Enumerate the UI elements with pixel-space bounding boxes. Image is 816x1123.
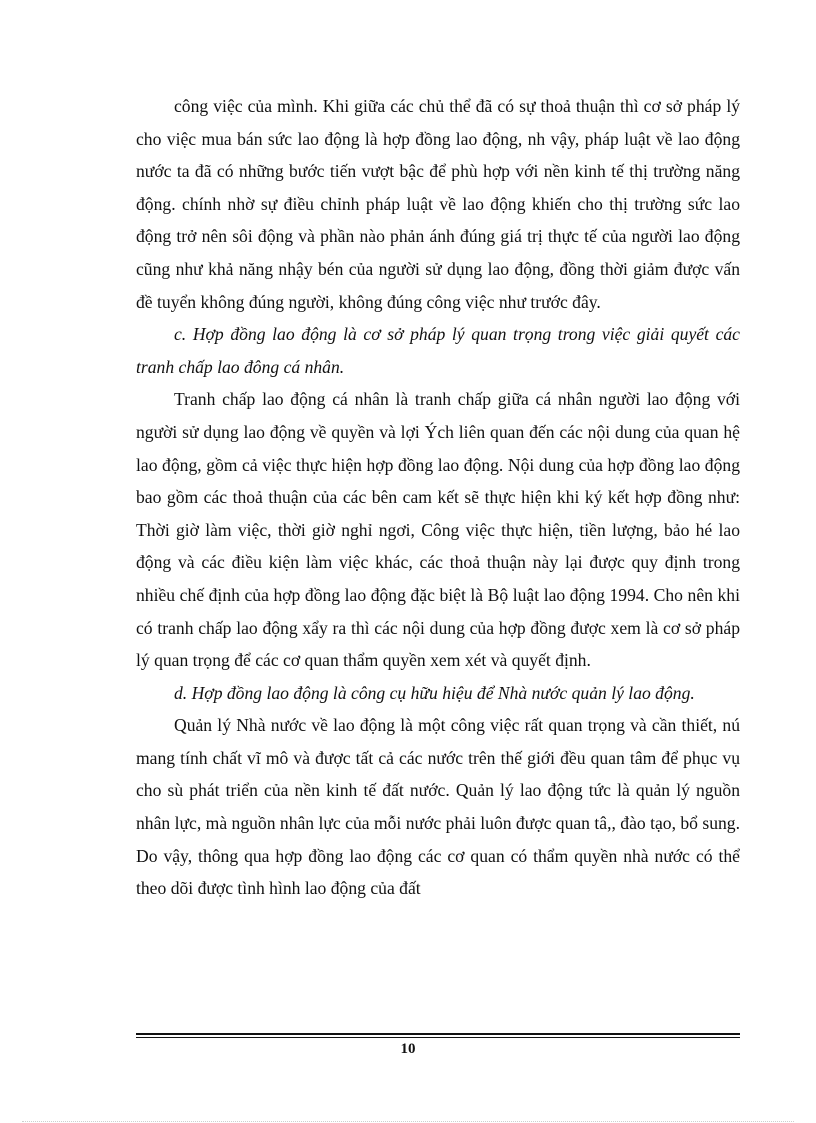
page-number: 10 [400, 1041, 416, 1057]
footer-divider-thick [136, 1033, 740, 1035]
paragraph-continuation: công việc của mình. Khi giữa các chủ thể đã có sự thoả thuận thì cơ sở pháp lý cho việc mua bán sức lao động là hợp đồng lao động, nh vậy, pháp luật về lao động nước ta đã có những bước tiến vượt bậc để phù hợp với nền kinh tế thị trường năng động. chính nhờ sự điều chỉnh pháp luật về lao động khiến cho thị trường sức lao động trở nên sôi động và phần nào phản ánh đúng giá trị thực tế của người lao động cũng như khả năng nhậy bén của người sử dụng lao động, đồng thời giảm được vấn đề tuyển không đúng người, không đúng công việc như trước đây. [136, 96, 740, 312]
paragraph-state-labor-management: Quản lý Nhà nước về lao động là một công việc rất quan trọng và cần thiết, nú mang tính chất vĩ mô và được tất cả các nước trên thế giới đều quan tâm để phục vụ cho sù phát triển của nền kinh tế đất nước. Quản lý lao động tức là quản lý nguồn nhân lực, mà nguồn nhân lực của mỗi nước phải luôn được quan tâ,, đào tạo, bổ sung. Do vậy, thông qua hợp đồng lao động các cơ quan có thẩm quyền nhà nước có thể theo dõi được tình hình lao động của đất [136, 715, 740, 899]
section-heading-d: d. Hợp đồng lao động là công cụ hữu hiệu để Nhà nước quản lý lao động. [174, 682, 695, 703]
body-text [136, 90, 740, 905]
paragraph-individual-labor-disputes: Tranh chấp lao động cá nhân là tranh chấp giữa cá nhân người lao động với người sử dụng lao động về quyền và lợi Ých liên quan đến các nội dung của quan hệ lao động, gồm cả việc thực hiện hợp đồng lao động. Nội dung của hợp đồng lao động bao gồm các thoả thuận của các bên cam kết sẽ thực hiện khi ký kết hợp đồng như: Thời giờ làm việc, thời giờ nghỉ ngơi, Công việc thực hiện, tiền lượng, bảo hé lao động và các điều kiện làm việc khác, các thoả thuận này lại được quy định trong nhiều chế định của hợp đồng lao động đặc biệt là Bộ luật lao động 1994. Cho nên khi có tranh chấp lao động xẩy ra thì các nội dung của hợp đồng được xem là cơ sở pháp lý quan trọng để các cơ quan thẩm quyền xem xét và quyết định. [136, 389, 740, 671]
footer-divider-thin [136, 1037, 740, 1038]
page-bottom-dotted-line [22, 1121, 794, 1122]
section-heading-c: c. Hợp đồng lao động là cơ sở pháp lý quan trọng trong việc giải quyết các tranh chấp lao đông cá nhân. [136, 324, 740, 377]
